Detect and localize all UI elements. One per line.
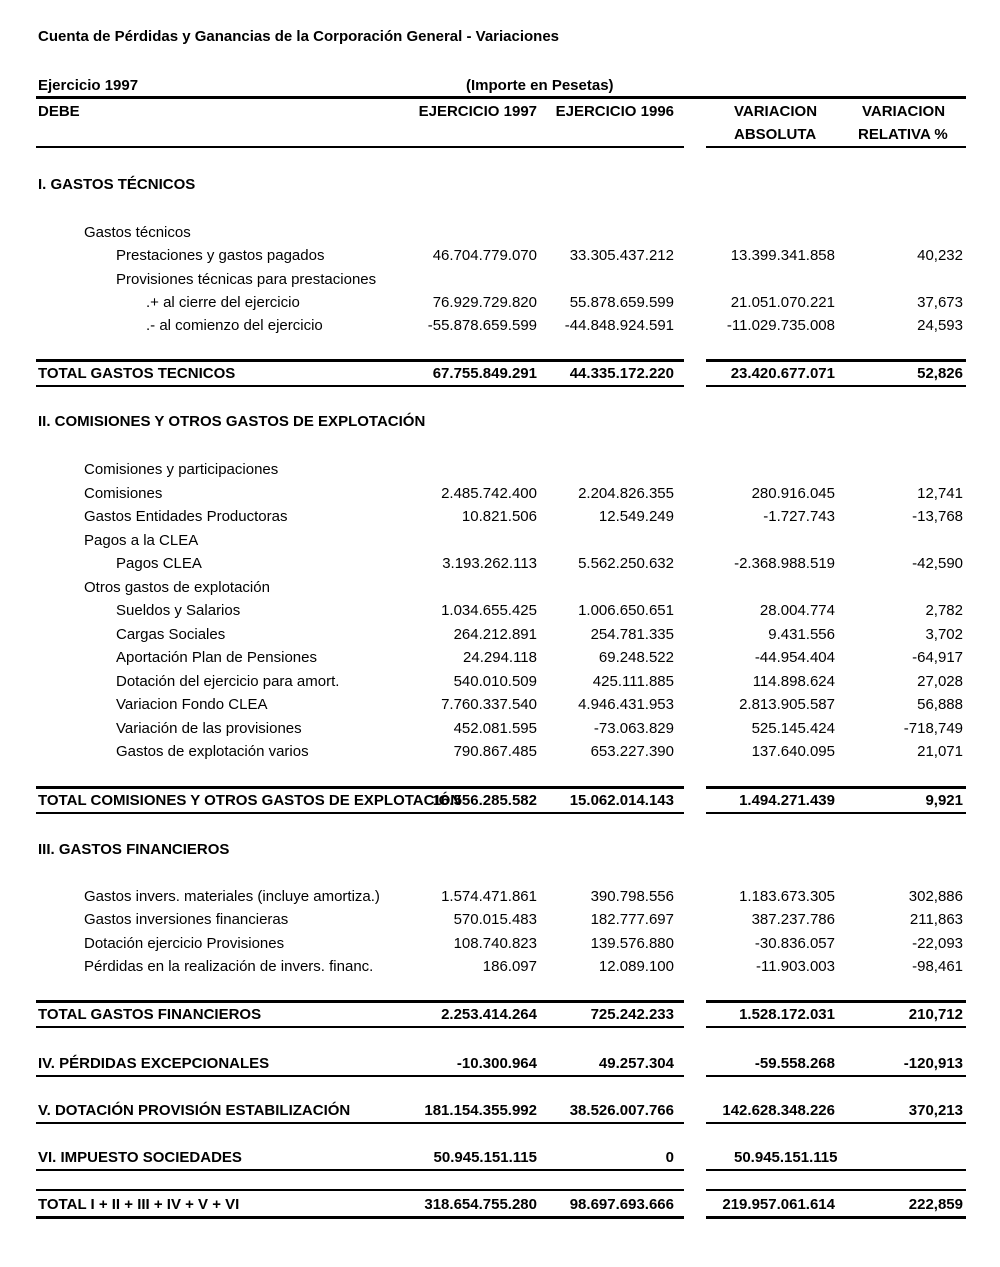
value-var-abs: -2.368.988.519 [734, 555, 835, 572]
row-rule-left [36, 1169, 684, 1171]
total-rule-top-left [36, 786, 684, 789]
grand-total-rule-bottom-right [706, 1216, 966, 1219]
table-row [0, 958, 1000, 980]
value-1996: 44.335.172.220 [569, 365, 674, 382]
row-rule-left [36, 1075, 684, 1077]
value-1997: -10.300.964 [456, 1055, 537, 1072]
value-var-rel: 302,886 [908, 888, 963, 905]
value-var-abs: 21.051.070.221 [730, 294, 835, 311]
row-rule-right [706, 1122, 966, 1124]
row-label: Gastos invers. materiales (incluye amortiza.) [84, 888, 380, 905]
table-row [0, 247, 1000, 269]
row-label: Pérdidas en la realización de invers. financ. [84, 958, 374, 975]
value-1997: 108.740.823 [453, 935, 537, 952]
value-var-rel: 21,071 [917, 743, 963, 760]
table-row [0, 720, 1000, 742]
header-rule-top [36, 96, 966, 99]
value-1997: 318.654.755.280 [424, 1196, 537, 1213]
value-1997: 1.574.471.861 [441, 888, 537, 905]
row-rule-right [706, 1075, 966, 1077]
row-label: .+ al cierre del ejercicio [146, 294, 300, 311]
table-row [0, 579, 1000, 601]
row-label: Dotación del ejercicio para amort. [116, 673, 340, 690]
row-label: Sueldos y Salarios [116, 602, 241, 619]
row-label: Comisiones y participaciones [84, 461, 279, 478]
total-rule-top-left [36, 359, 684, 362]
value-1997: 540.010.509 [453, 673, 537, 690]
table-row [0, 532, 1000, 554]
total-row [0, 1149, 1000, 1171]
section-gastos-financieros: III. GASTOS FINANCIEROS [38, 841, 230, 858]
value-var-rel: -42,590 [912, 555, 963, 572]
ejercicio-label: Ejercicio 1997 [38, 77, 139, 94]
value-1997: 2.253.414.264 [441, 1006, 537, 1023]
table-row [0, 461, 1000, 483]
total-rule-top-left [36, 1000, 684, 1003]
value-1997: 3.193.262.113 [442, 555, 537, 572]
total-row [0, 1006, 1000, 1028]
value-var-rel: 2,782 [925, 602, 963, 619]
total-rule-top-right [706, 359, 966, 362]
table-row [0, 602, 1000, 624]
value-1997: 186.097 [482, 958, 537, 975]
value-1997: 50.945.151.115 [433, 1149, 537, 1166]
value-1997: 2.485.742.400 [441, 485, 537, 502]
value-var-rel: 27,028 [917, 673, 963, 690]
header-rule-left [36, 146, 684, 148]
value-var-abs: 9.431.556 [768, 626, 835, 643]
total-rule-bottom-left [36, 385, 684, 387]
row-label: Provisiones técnicas para prestaciones [116, 271, 377, 288]
value-var-abs: -11.029.735.008 [726, 317, 835, 334]
grand-total-rule-top-left [36, 1189, 684, 1191]
value-var-abs: 23.420.677.071 [730, 365, 835, 382]
total-rule-top-right [706, 786, 966, 789]
value-var-abs: 1.183.673.305 [739, 888, 835, 905]
row-label: Gastos de explotación varios [116, 743, 309, 760]
value-1996: 69.248.522 [598, 649, 674, 666]
value-var-abs: 50.945.151.115 [734, 1149, 838, 1166]
grand-total-rule-top-right [706, 1189, 966, 1191]
col-header-1997: EJERCICIO 1997 [418, 103, 537, 120]
value-1997: 570.015.483 [453, 911, 537, 928]
row-label: Pagos CLEA [116, 555, 202, 572]
value-1997: 1.034.655.425 [441, 602, 537, 619]
value-var-abs: 1.494.271.439 [739, 792, 835, 809]
header-rule-right [706, 146, 966, 148]
row-label: Gastos Entidades Productoras [84, 508, 288, 525]
value-var-abs: 525.145.424 [751, 720, 835, 737]
value-1996: 653.227.390 [590, 743, 674, 760]
value-var-rel: -13,768 [912, 508, 963, 525]
total-rule-bottom-right [706, 385, 966, 387]
value-1997: 16.556.285.582 [432, 792, 537, 809]
row-label: VI. IMPUESTO SOCIEDADES [38, 1149, 242, 1166]
row-label: .- al comienzo del ejercicio [146, 317, 323, 334]
row-label: IV. PÉRDIDAS EXCEPCIONALES [38, 1055, 270, 1072]
value-var-abs: -59.558.268 [754, 1055, 835, 1072]
table-row [0, 317, 1000, 339]
value-1996: 38.526.007.766 [569, 1102, 674, 1119]
table-row [0, 911, 1000, 933]
value-1997: 46.704.779.070 [432, 247, 537, 264]
value-var-abs: 137.640.095 [751, 743, 835, 760]
value-1997: 181.154.355.992 [424, 1102, 537, 1119]
table-row [0, 294, 1000, 316]
value-1996: 55.878.659.599 [569, 294, 674, 311]
value-var-rel: 52,826 [917, 365, 963, 382]
grand-total-rule-bottom-left [36, 1216, 684, 1219]
row-label: Variación de las provisiones [116, 720, 302, 737]
row-label: TOTAL GASTOS FINANCIEROS [38, 1006, 262, 1023]
row-label: Variacion Fondo CLEA [116, 696, 268, 713]
value-var-rel: 12,741 [917, 485, 963, 502]
col-header-1996: EJERCICIO 1996 [555, 103, 674, 120]
table-row [0, 935, 1000, 957]
row-label: Comisiones [84, 485, 163, 502]
total-rule-bottom-right [706, 812, 966, 814]
value-1996: -44.848.924.591 [564, 317, 674, 334]
table-row [0, 888, 1000, 910]
value-1997: 10.821.506 [461, 508, 537, 525]
value-var-abs: 1.528.172.031 [739, 1006, 835, 1023]
table-row [0, 224, 1000, 246]
page-title: Cuenta de Pérdidas y Ganancias de la Corporación General - Variaciones [38, 28, 560, 45]
value-var-abs: -30.836.057 [754, 935, 835, 952]
table-row [0, 555, 1000, 577]
grand-total-row [0, 1196, 1000, 1218]
table-row [0, 696, 1000, 718]
row-label: Dotación ejercicio Provisiones [84, 935, 285, 952]
row-label: Otros gastos de explotación [84, 579, 270, 596]
value-var-abs: 2.813.905.587 [739, 696, 835, 713]
value-var-abs: 387.237.786 [751, 911, 835, 928]
value-var-rel: -718,749 [903, 720, 963, 737]
value-var-rel: 24,593 [917, 317, 963, 334]
table-row [0, 626, 1000, 648]
row-rule-right [706, 1169, 966, 1171]
table-row [0, 649, 1000, 671]
value-var-rel: 37,673 [917, 294, 963, 311]
row-label: TOTAL GASTOS TECNICOS [38, 365, 236, 382]
value-1997: 67.755.849.291 [432, 365, 537, 382]
value-var-rel: -98,461 [912, 958, 963, 975]
value-var-abs: -11.903.003 [756, 958, 835, 975]
value-var-rel: 370,213 [908, 1102, 963, 1119]
total-row [0, 365, 1000, 387]
value-1996: 5.562.250.632 [578, 555, 674, 572]
importe-label: (Importe en Pesetas) [466, 77, 614, 94]
debe-label: DEBE [38, 103, 80, 120]
value-1996: 4.946.431.953 [578, 696, 674, 713]
total-rule-bottom-left [36, 812, 684, 814]
row-label: TOTAL COMISIONES Y OTROS GASTOS DE EXPLOTACIÓN [38, 792, 462, 809]
table-row [0, 271, 1000, 293]
value-var-rel: 222,859 [908, 1196, 963, 1213]
value-var-rel: -22,093 [912, 935, 963, 952]
value-var-abs: 142.628.348.226 [722, 1102, 835, 1119]
value-1996: 49.257.304 [598, 1055, 674, 1072]
col-header-var-rel-1: VARIACION [862, 103, 946, 120]
value-var-rel: -64,917 [912, 649, 963, 666]
col-header-var-rel-2: RELATIVA % [858, 126, 948, 143]
value-var-rel: 211,863 [909, 911, 963, 928]
value-1996: 182.777.697 [590, 911, 674, 928]
row-label: Pagos a la CLEA [84, 532, 199, 549]
value-1997: -55.878.659.599 [427, 317, 537, 334]
value-1996: 725.242.233 [590, 1006, 674, 1023]
value-var-rel: 40,232 [917, 247, 963, 264]
value-1996: 1.006.650.651 [578, 602, 674, 619]
value-1996: 12.089.100 [598, 958, 674, 975]
value-var-rel: 210,712 [908, 1006, 963, 1023]
section-gastos-tecnicos: I. GASTOS TÉCNICOS [38, 176, 196, 193]
value-var-abs: 219.957.061.614 [722, 1196, 835, 1213]
value-var-abs: -1.727.743 [763, 508, 835, 525]
value-1996: 139.576.880 [590, 935, 674, 952]
row-rule-left [36, 1122, 684, 1124]
value-1996: 254.781.335 [590, 626, 674, 643]
value-var-rel: -120,913 [903, 1055, 963, 1072]
value-var-rel: 9,921 [925, 792, 963, 809]
total-row [0, 792, 1000, 814]
value-var-rel: 3,702 [925, 626, 963, 643]
value-1996: 98.697.693.666 [569, 1196, 674, 1213]
value-1997: 264.212.891 [453, 626, 537, 643]
value-1996: 0 [665, 1149, 674, 1166]
total-rule-bottom-left [36, 1026, 684, 1028]
value-var-abs: -44.954.404 [754, 649, 835, 666]
section-comisiones: II. COMISIONES Y OTROS GASTOS DE EXPLOTACIÓN [38, 413, 426, 430]
value-var-abs: 13.399.341.858 [730, 247, 835, 264]
value-1996: 425.111.885 [592, 673, 674, 690]
col-header-var-abs-1: VARIACION [734, 103, 818, 120]
row-label: Gastos inversiones financieras [84, 911, 289, 928]
col-header-var-abs-2: ABSOLUTA [734, 126, 817, 143]
value-var-abs: 28.004.774 [759, 602, 835, 619]
value-var-rel: 56,888 [917, 696, 963, 713]
row-label: V. DOTACIÓN PROVISIÓN ESTABILIZACIÓN [38, 1102, 351, 1119]
total-row [0, 1055, 1000, 1077]
value-1996: -73.063.829 [593, 720, 674, 737]
value-var-abs: 114.898.624 [752, 673, 835, 690]
value-var-abs: 280.916.045 [751, 485, 835, 502]
total-rule-bottom-right [706, 1026, 966, 1028]
value-1996: 390.798.556 [590, 888, 674, 905]
value-1997: 7.760.337.540 [441, 696, 537, 713]
value-1996: 33.305.437.212 [569, 247, 674, 264]
row-label: Cargas Sociales [116, 626, 226, 643]
row-label: Aportación Plan de Pensiones [116, 649, 317, 666]
table-row [0, 673, 1000, 695]
table-row [0, 743, 1000, 765]
value-1996: 15.062.014.143 [569, 792, 674, 809]
value-1997: 452.081.595 [453, 720, 537, 737]
value-1997: 790.867.485 [453, 743, 537, 760]
total-row [0, 1102, 1000, 1124]
value-1997: 24.294.118 [463, 649, 537, 666]
total-rule-top-right [706, 1000, 966, 1003]
row-label: TOTAL I + II + III + IV + V + VI [38, 1196, 240, 1213]
value-1996: 12.549.249 [598, 508, 674, 525]
value-1997: 76.929.729.820 [432, 294, 537, 311]
value-1996: 2.204.826.355 [578, 485, 674, 502]
table-row [0, 508, 1000, 530]
row-label: Prestaciones y gastos pagados [116, 247, 325, 264]
table-row [0, 485, 1000, 507]
row-label: Gastos técnicos [84, 224, 191, 241]
